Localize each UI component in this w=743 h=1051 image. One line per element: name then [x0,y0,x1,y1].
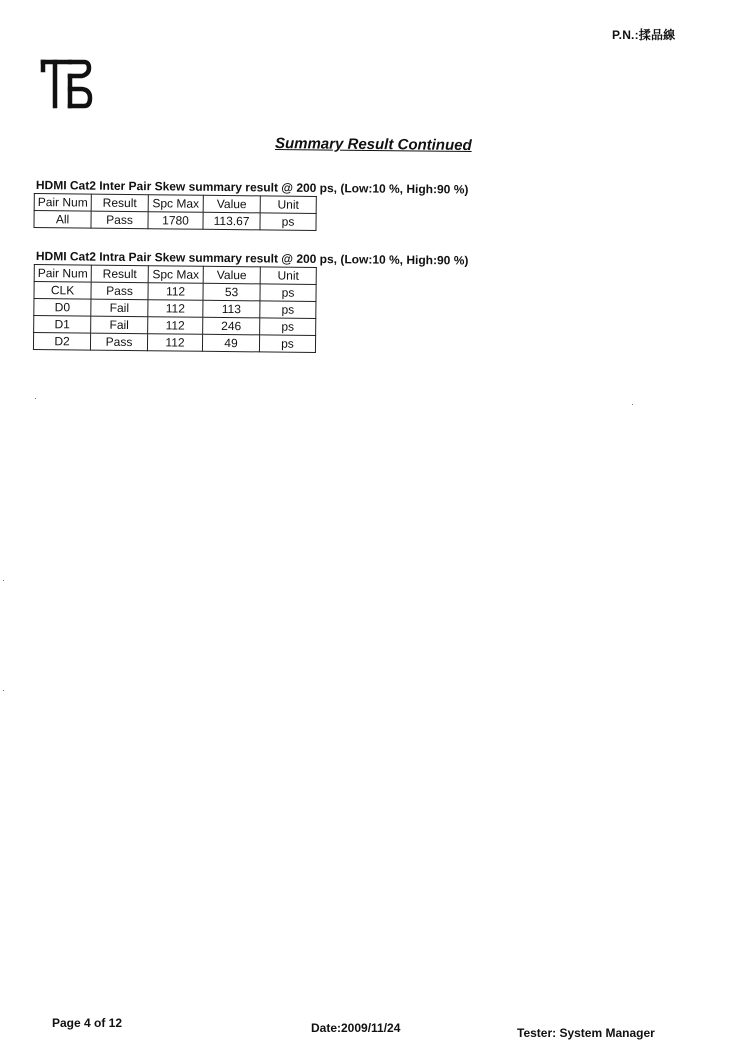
page-number: Page 4 of 12 [52,1016,123,1030]
inter-pair-heading: HDMI Cat2 Inter Pair Skew summary result @ 200 ps, (Low:10 %, High:90 %) [35,178,469,197]
spc-max-cell: 112 [147,334,202,352]
scan-speck [35,398,36,399]
value-cell: 246 [203,317,260,335]
pair-cell: D1 [34,316,91,334]
unit-cell: ps [260,301,316,319]
pair-cell: D2 [33,333,90,351]
column-header: Pair Num [34,194,91,212]
result-cell: Fail [91,299,148,317]
column-header: Value [203,195,260,213]
pair-cell: D0 [34,299,91,317]
column-header: Result [91,265,148,283]
unit-cell: ps [259,335,315,353]
column-header: Unit [260,196,316,214]
intra-pair-heading: HDMI Cat2 Intra Pair Skew summary result @ 200 ps, (Low:10 %, High:90 %) [35,249,469,268]
table-header-row [34,265,316,285]
scan-speck [3,580,4,581]
value-cell: 53 [203,283,260,301]
column-header: Spc Max [148,195,203,213]
scan-speck [632,404,633,405]
result-cell: Fail [91,316,148,334]
scan-speck [3,690,4,691]
pair-cell: CLK [34,282,91,300]
unit-cell: ps [260,284,316,302]
column-header: Pair Num [34,265,91,283]
spc-max-cell: 112 [148,317,203,335]
intra-pair-section [33,249,469,355]
unit-cell: ps [260,318,316,336]
unit-cell: ps [260,213,316,231]
result-cell: Pass [90,333,147,351]
page-title: Summary Result Continued [274,135,472,155]
value-cell: 49 [202,334,259,352]
result-cell: Pass [91,282,148,300]
column-header: Spc Max [148,266,203,284]
table-header-row [34,194,316,214]
tc-logo-icon [40,56,94,110]
inter-pair-table [33,193,316,231]
tester-name: Tester: System Manager [517,1026,655,1040]
value-cell: 113.67 [203,212,260,230]
column-header: Value [203,266,260,284]
spc-max-cell: 112 [148,300,203,318]
spc-max-cell: 1780 [148,212,203,230]
result-cell: Pass [91,211,148,229]
table-row [33,333,315,353]
intra-pair-table [33,264,317,353]
table-row [34,211,316,231]
column-header: Result [91,194,148,212]
pair-cell: All [34,211,91,229]
value-cell: 113 [203,300,260,318]
part-number: P.N.:揉品線 [612,28,676,42]
report-date: Date:2009/11/24 [311,1021,401,1035]
spc-max-cell: 112 [148,283,203,301]
column-header: Unit [260,267,316,285]
inter-pair-section [33,178,468,233]
